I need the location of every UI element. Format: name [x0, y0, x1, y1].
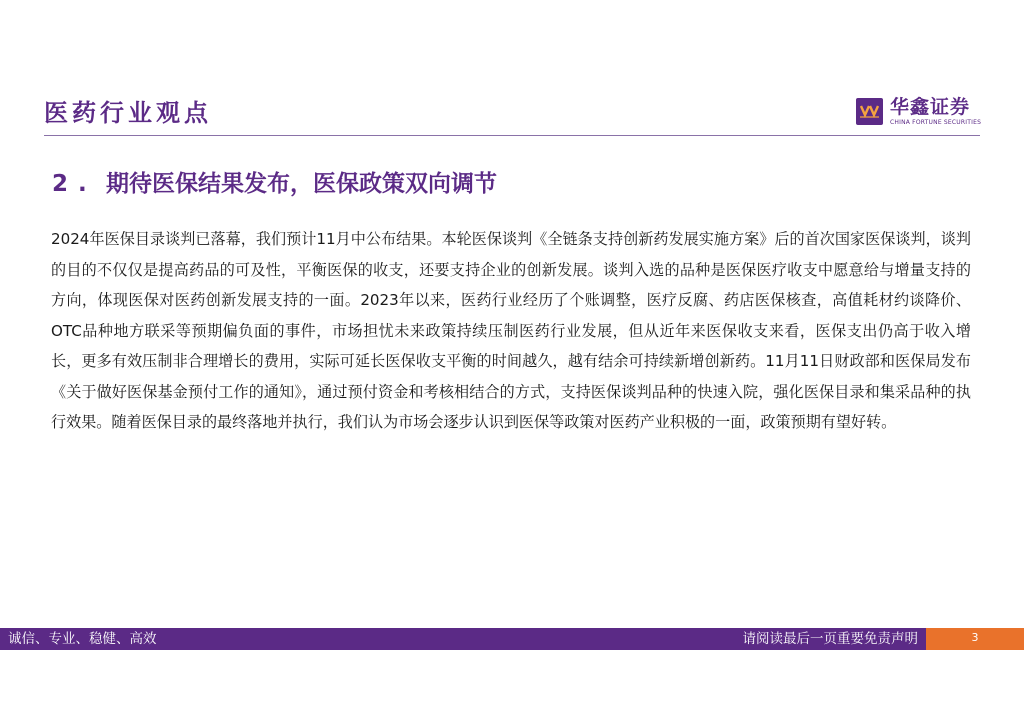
- footer-slogan: 诚信、专业、稳健、高效: [8, 631, 157, 647]
- logo-mark-icon: [856, 98, 883, 125]
- body-paragraph: 2024年医保目录谈判已落幕，我们预计11月中公布结果。本轮医保谈判《全链条支持创新药发展实施方案》后的首次国家医保谈判，谈判的目的不仅仅是提高药品的可及性，平衡医保的收支，还要支持企业的创新发展。谈判入选的品种是医保医疗收支中愿意给与增量支持的方向，体现医保对医药创新发展支持的一面。2023年以来，医药行业经历了个账调整，医疗反腐、药店医保核查，高值耗材约谈降价、OTC品种地方联采等预期偏负面的事件，市场担忧未来政策持续压制医药行业发展，但从近年来医保收支来看，医保支出仍高于收入增长，更多有效压制非合理增长的费用，实际可延长医保收支平衡的时间越久，越有结余可持续新增创新药。11月11日财政部和医保局发布《关于做好医保基金预付工作的通知》，通过预付资金和考核相结合的方式，支持医保谈判品种的快速入院，强化医保目录和集采品种的执行效果。随着医保目录的最终落地并执行，我们认为市场会逐步认识到医保等政策对医药产业积极的一面，政策预期有望好转。: [51, 230, 971, 431]
- company-logo: [856, 98, 986, 130]
- footer-bar: [0, 628, 1024, 650]
- logo-chinese-name: 华鑫证券: [890, 96, 971, 118]
- header-divider: [44, 135, 980, 136]
- footer-disclaimer-link[interactable]: 请阅读最后一页重要免责声明: [742, 631, 918, 647]
- page-title: 医药行业观点: [44, 99, 212, 127]
- section-separator: .: [78, 171, 87, 197]
- section-heading: [52, 166, 497, 202]
- page-number: 3: [971, 631, 979, 644]
- section-number: 2: [52, 171, 69, 197]
- section-title: 期待医保结果发布，医保政策双向调节: [106, 171, 497, 197]
- page-number-box: [926, 628, 1024, 650]
- logo-english-name: CHINA FORTUNE SECURITIES: [890, 119, 982, 126]
